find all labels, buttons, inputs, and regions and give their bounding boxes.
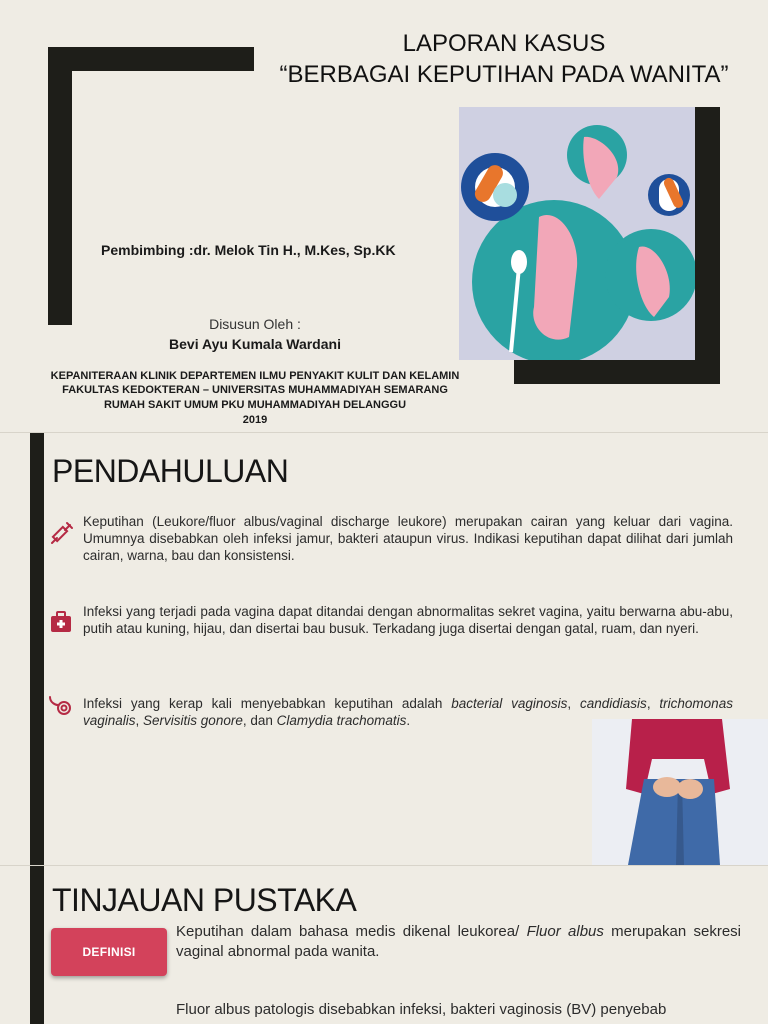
frame-bar-top <box>48 47 254 71</box>
pathology-paragraph: Fluor albus patologis disebabkan infeksi, bakteri vaginosis (BV) penyebab <box>176 1001 667 1018</box>
intro-paragraph-2: Infeksi yang terjadi pada vagina dapat ditandai dengan abnormalitas sekret vagina, yaitu berwarna abu-abu, putih atau kuning, hijau, dan disertai bau busuk. Terkadang juga disertai dengan gatal, ruam, dan nyeri. <box>83 604 733 636</box>
intro-paragraph-3: Infeksi yang kerap kali menyebabkan keputihan adalah bacterial vaginosis, candidiasis, trichomonas vaginalis, Servisitis gonore, dan Clamydia trachomatis. <box>83 696 733 728</box>
institution-line: KEPANITERAAN KLINIK DEPARTEMEN ILMU PENYAKIT KULIT DAN KELAMIN <box>50 370 460 382</box>
author-name: Bevi Ayu Kumala Wardani <box>169 336 341 352</box>
medical-kit-icon <box>48 609 74 635</box>
section-heading: TINJAUAN PUSTAKA <box>52 882 357 918</box>
woman-photo <box>592 719 768 865</box>
title-line-1: LAPORAN KASUS <box>402 30 606 57</box>
definition-button[interactable]: DEFINISI <box>51 928 167 976</box>
definition-paragraph: Keputihan dalam bahasa medis dikenal leukorea/ Fluor albus merupakan sekresi vaginal abnormal pada wanita. <box>176 923 742 960</box>
title-line-2: “BERBAGAI KEPUTIHAN PADA WANITA” <box>279 61 729 88</box>
slide-accent-bar <box>30 866 44 1024</box>
institution-line: FAKULTAS KEDOKTERAN – UNIVERSITAS MUHAMMADIYAH SEMARANG <box>62 384 448 396</box>
title-slide <box>0 0 768 432</box>
frame-bar-bottom <box>514 360 720 384</box>
institution-line: RUMAH SAKIT UMUM PKU MUHAMMADIYAH DELANGGU <box>103 399 407 411</box>
introduction-slide <box>0 433 768 865</box>
stethoscope-icon <box>48 693 74 719</box>
pill-illustration <box>459 107 695 360</box>
supervisor: Pembimbing :dr. Melok Tin H., M.Kes, Sp.KK <box>101 242 396 258</box>
syringe-icon <box>48 521 74 547</box>
section-heading: PENDAHULUAN <box>52 453 289 489</box>
frame-bar-right <box>694 107 720 384</box>
literature-review-slide <box>0 866 768 1024</box>
slide-accent-bar <box>30 433 44 865</box>
frame-bar-left <box>48 47 72 325</box>
intro-paragraph-1: Keputihan (Leukore/fluor albus/vaginal discharge leukore) merupakan cairan yang keluar dari vagina. Umumnya disebabkan oleh infeksi jamur, bakteri ataupun virus. Indikasi keputihan dapat dilihat dari jumlah cairan, warna, bau dan konsistensi. <box>83 514 733 563</box>
compiled-by-label: Disusun Oleh : <box>209 316 301 332</box>
institution-year: 2019 <box>242 414 268 426</box>
